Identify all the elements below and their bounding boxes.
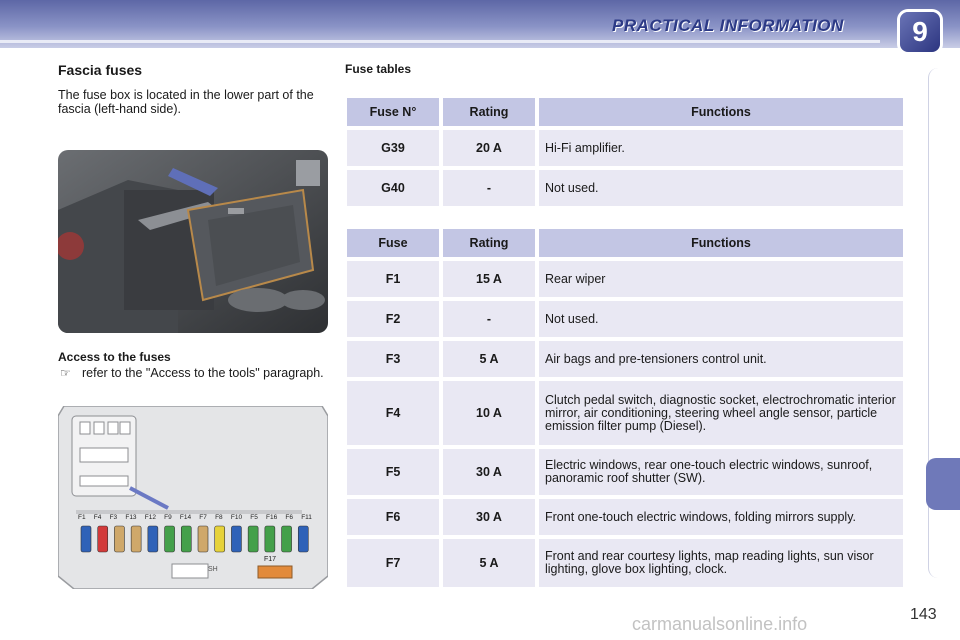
fuse-tables-heading: Fuse tables xyxy=(345,62,412,76)
fuse-label: F6 xyxy=(285,514,294,521)
fuse-label: F4 xyxy=(93,514,102,521)
fuse-icon xyxy=(248,526,258,552)
fuse-labels-row xyxy=(78,514,312,521)
access-fuses-heading: Access to the fuses xyxy=(58,350,171,364)
fuse-label: F12 xyxy=(144,514,156,521)
fuse-table-hifi xyxy=(343,94,907,210)
chapter-tab-active[interactable] xyxy=(926,458,960,510)
chapter-badge: 9 xyxy=(900,12,940,52)
fuse-number-cell: F1 xyxy=(347,261,439,297)
column-header-rating: Rating xyxy=(443,98,535,126)
fuse-label: F14 xyxy=(179,514,192,521)
access-fuses-text: refer to the "Access to the tools" paragraph. xyxy=(82,366,324,380)
column-header-fuse: Fuse xyxy=(347,229,439,257)
fuse-label: F7 xyxy=(199,514,207,521)
function-cell: Electric windows, rear one-touch electric windows, sunroof, panoramic roof shutter (SW). xyxy=(539,449,903,495)
fascia-photo-illustration xyxy=(58,150,328,333)
watermark: carmanualsonline.info xyxy=(632,614,808,634)
fuse-box-diagram xyxy=(58,406,328,589)
fuse-label: F13 xyxy=(125,514,137,521)
fuse-icon xyxy=(181,526,191,552)
table-row xyxy=(347,449,903,495)
function-cell: Rear wiper xyxy=(539,261,903,297)
fuse-icon xyxy=(282,526,292,552)
page-number: 143 xyxy=(910,606,937,623)
table-row xyxy=(347,341,903,377)
fuse-box-location-photo xyxy=(58,150,328,333)
column-header-functions: Functions xyxy=(539,229,903,257)
table-row xyxy=(347,301,903,337)
fuse-label: F16 xyxy=(266,514,278,521)
fuse-number-cell: F6 xyxy=(347,499,439,535)
column-header-functions: Functions xyxy=(539,98,903,126)
fuse-icon xyxy=(114,526,124,552)
table-row xyxy=(347,381,903,445)
table-row xyxy=(347,261,903,297)
fuse-icon xyxy=(165,526,175,552)
function-cell: Clutch pedal switch, diagnostic socket, electrochromatic interior mirror, air conditioning, steering wheel angle sensor, particle emission filter pump (Diesel). xyxy=(539,381,903,445)
column-header-rating: Rating xyxy=(443,229,535,257)
function-cell: Front and rear courtesy lights, map reading lights, sun visor lighting, glove box lighting, clock. xyxy=(539,539,903,587)
rating-cell: 20 A xyxy=(443,130,535,166)
fuse-icon xyxy=(131,526,141,552)
fuse-label: F8 xyxy=(215,514,223,521)
rating-cell: - xyxy=(443,170,535,206)
fuse-icon xyxy=(231,526,241,552)
relay-label: SH xyxy=(208,566,218,573)
fuse-label: F3 xyxy=(109,514,118,521)
fuse-label: F11 xyxy=(301,514,312,521)
instruction-bullet-icon: ☞ xyxy=(60,366,71,380)
fuse-number-cell: F3 xyxy=(347,341,439,377)
table-row xyxy=(347,170,903,206)
fuse-icon xyxy=(81,526,91,552)
fuse-icon xyxy=(148,526,158,552)
table-row xyxy=(347,539,903,587)
fuse-box-illustration xyxy=(58,406,328,589)
fuse-icon xyxy=(198,526,208,552)
extra-fuse-label: F17 xyxy=(264,556,277,563)
function-cell: Not used. xyxy=(539,301,903,337)
fuse-number-cell: G40 xyxy=(347,170,439,206)
function-cell: Hi-Fi amplifier. xyxy=(539,130,903,166)
fuse-icon xyxy=(98,526,108,552)
fuse-table-fascia xyxy=(343,225,907,591)
header-banner xyxy=(0,0,960,48)
rating-cell: 5 A xyxy=(443,539,535,587)
fuse-icon xyxy=(215,526,225,552)
rating-cell: - xyxy=(443,301,535,337)
fuse-number-cell: F4 xyxy=(347,381,439,445)
fuse-number-cell: G39 xyxy=(347,130,439,166)
fuse-label: F10 xyxy=(230,514,243,521)
function-cell: Not used. xyxy=(539,170,903,206)
column-header-fuse-no: Fuse N° xyxy=(347,98,439,126)
rating-cell: 30 A xyxy=(443,499,535,535)
table-header-row xyxy=(347,229,903,257)
fascia-fuses-heading: Fascia fuses xyxy=(58,62,143,78)
fuse-number-cell: F2 xyxy=(347,301,439,337)
table-header-row xyxy=(347,98,903,126)
function-cell: Air bags and pre-tensioners control unit. xyxy=(539,341,903,377)
banner-stripe xyxy=(0,40,880,43)
fuse-icon xyxy=(298,526,308,552)
table-row xyxy=(347,130,903,166)
rating-cell: 15 A xyxy=(443,261,535,297)
fuse-label: F9 xyxy=(164,514,172,521)
rating-cell: 5 A xyxy=(443,341,535,377)
section-title: PRACTICAL INFORMATION xyxy=(612,16,844,35)
function-cell: Front one-touch electric windows, folding mirrors supply. xyxy=(539,499,903,535)
fuse-number-cell: F7 xyxy=(347,539,439,587)
fascia-fuses-intro: The fuse box is located in the lower part of the fascia (left-hand side). xyxy=(58,88,314,116)
fuse-label: F1 xyxy=(78,514,86,521)
fuse-label: F5 xyxy=(250,514,258,521)
fuse-icon xyxy=(265,526,275,552)
rating-cell: 10 A xyxy=(443,381,535,445)
fuse-number-cell: F5 xyxy=(347,449,439,495)
table-row xyxy=(347,499,903,535)
rating-cell: 30 A xyxy=(443,449,535,495)
